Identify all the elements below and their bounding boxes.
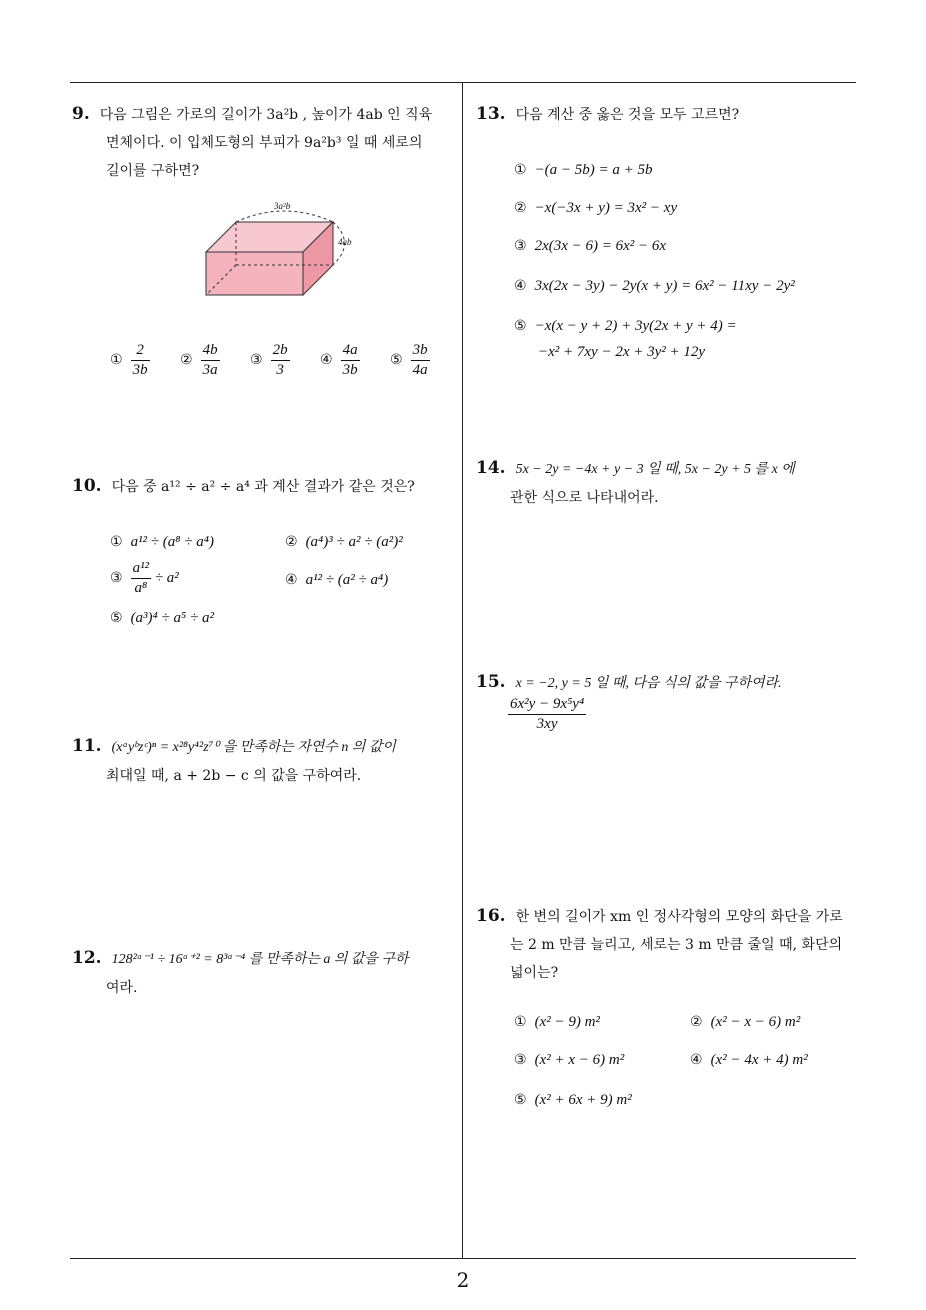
question-11 [72,732,457,790]
question-text-line: 한 변의 길이가 xm 인 정사각형의 모양의 화단을 가로 [515,909,843,925]
fraction: $\frac{2b}{3}$ [272,342,288,378]
question-text-line: 다음 중 a¹² ÷ a² ÷ a⁴ 과 계산 결과가 같은 것은? [111,479,415,495]
question-text-line: (xᵃyᵇzᶜ)ⁿ = x²⁸y⁴²z⁷⁰ 을 만족하는 자연수 n 의 값이 [111,740,396,755]
option-5[interactable]: ⑤ −x(x − y + 2) + 3y(2x + y + 4) = [514,318,737,334]
question-number: 12. [72,948,102,968]
question-14 [476,454,861,512]
question-text-line: 넓이는? [510,965,559,981]
question-13 [476,100,856,129]
fraction: $\frac{4a}{3b}$ [342,342,358,378]
figure-label-width: 3a²b [274,201,291,211]
option-2[interactable]: ② $\frac{4b}{3a}$ [180,342,218,378]
fraction: $\frac{3b}{4a}$ [412,342,428,378]
question-number: 9. [72,104,90,124]
option-5-continuation: −x² + 7xy − 2x + 3y² + 12y [538,344,706,360]
option-5[interactable]: ⑤ (x² + 6x + 9) m² [514,1092,632,1108]
expression-fraction [508,696,586,733]
option-4[interactable]: ④ (x² − 4x + 4) m² [690,1052,808,1068]
option-5[interactable]: ⑤ (a³)⁴ ÷ a⁵ ÷ a² [110,610,214,626]
fraction: $\frac{\text{a¹²}}{\text{a⁸}}$ [132,560,150,596]
question-text-line: 관한 식으로 나타내어라. [510,490,659,506]
option-2[interactable]: ② (x² − x − 6) m² [690,1014,801,1030]
question-number: 13. [476,104,506,124]
option-2[interactable]: ② (a⁴)³ ÷ a² ÷ (a²)² [285,534,403,550]
question-10 [72,472,457,501]
question-text-line: 면체이다. 이 입체도형의 부피가 9a²b³ 일 때 세로의 [106,135,423,151]
question-12 [72,944,457,1002]
option-1[interactable]: ① $\frac{2}{3b}$ [110,342,148,378]
question-text-line: 다음 계산 중 옳은 것을 모두 고르면? [515,107,740,123]
question-text-line: 길이를 구하면? [106,163,200,179]
option-3[interactable]: ③ $\frac{\text{a¹²}}{\text{a⁸}}$ ÷ a² [110,560,179,596]
bottom-rule [70,1258,856,1259]
question-text-line: 여라. [106,980,138,996]
question-number: 11. [72,736,102,756]
option-2[interactable]: ② −x(−3x + y) = 3x² − xy [514,200,678,216]
option-3[interactable]: ③ 2x(3x − 6) = 6x² − 6x [514,238,667,254]
question-16 [476,902,861,987]
page-number: 2 [456,1268,470,1292]
option-4[interactable]: ④ $\frac{4a}{3b}$ [320,342,358,378]
option-1[interactable]: ① (x² − 9) m² [514,1014,600,1030]
option-5[interactable]: ⑤ $\frac{3b}{4a}$ [390,342,428,378]
question-text-line: 다음 그림은 가로의 길이가 3a²b , 높이가 4ab 인 직육 [99,107,433,123]
option-4[interactable]: ④ 3x(2x − 3y) − 2y(x + y) = 6x² − 11xy − 2y² [514,278,795,294]
option-4[interactable]: ④ a¹² ÷ (a² ÷ a⁴) [285,572,389,588]
option-1[interactable]: ① −(a − 5b) = a + 5b [514,162,653,178]
question-text-line: 128²ᵃ⁻¹ ÷ 16ᵃ⁺² = 8³ᵃ⁻⁴ 를 만족하는 a 의 값을 구하 [111,952,409,967]
question-text-line: 5x − 2y = −4x + y − 3 일 때, 5x − 2y + 5 를 x 에 [515,462,795,477]
cuboid-figure [198,195,368,309]
question-number: 10. [72,476,102,496]
question-text-line: 최대일 때, a + 2b − c 의 값을 구하여라. [106,768,362,784]
fraction: $\frac{\text{6x²y − 9x⁵y⁴}}{3xy}$ [510,696,585,732]
option-3[interactable]: ③ $\frac{2b}{3}$ [250,342,288,378]
option-1[interactable]: ① a¹² ÷ (a⁸ ÷ a⁴) [110,534,214,550]
top-rule [70,82,856,83]
question-number: 16. [476,906,506,926]
fraction: $\frac{2}{3b}$ [132,342,148,378]
option-3[interactable]: ③ (x² + x − 6) m² [514,1052,625,1068]
question-15 [476,668,856,698]
question-text-line: 는 2 m 만큼 늘리고, 세로는 3 m 만큼 줄일 때, 화단의 [510,937,843,953]
column-divider [462,82,463,1258]
question-text-line: x = −2, y = 5 일 때, 다음 식의 값을 구하여라. [515,676,782,691]
question-number: 15. [476,672,506,692]
question-9 [72,100,457,185]
figure-label-height: 4ab [338,237,352,247]
fraction: $\frac{4b}{3a}$ [202,342,218,378]
question-number: 14. [476,458,506,478]
